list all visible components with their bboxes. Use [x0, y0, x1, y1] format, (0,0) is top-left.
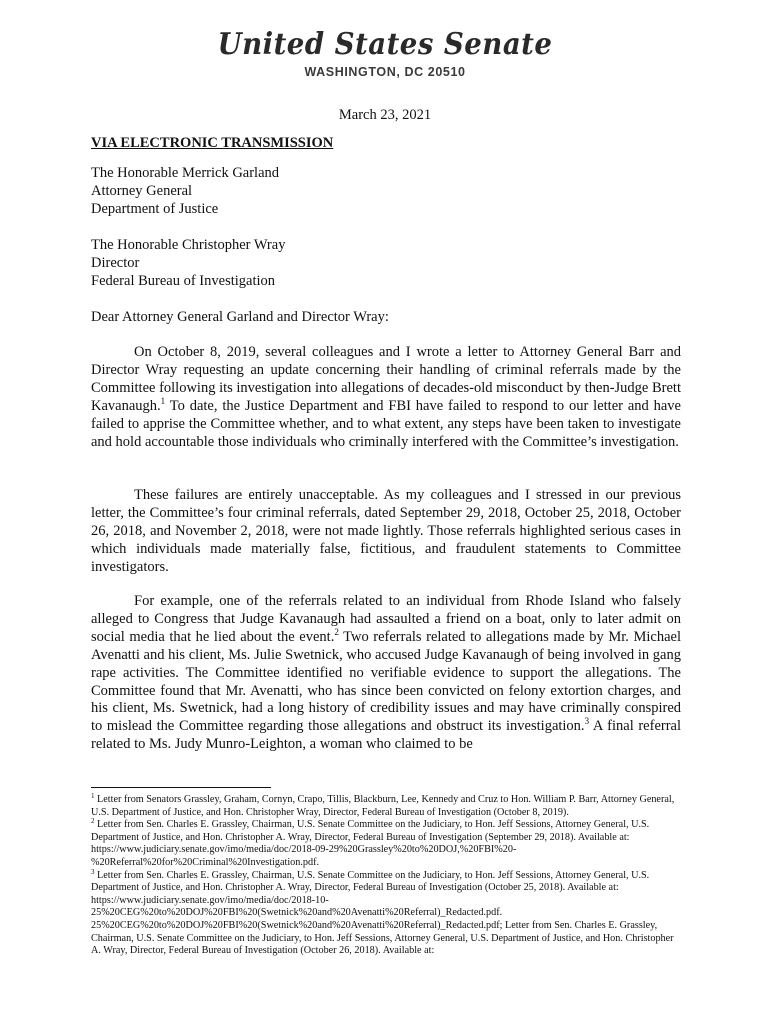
- footnote-ref-1: 1: [160, 395, 166, 406]
- paragraph-1-text-a: On October 8, 2019, several colleagues and I wrote a letter to Attorney General Barr and Director Wray requesting an update concerning their handling of criminal referrals made by the Committee following its investigation into allegations of decades-old misconduct by then-Judge Brett Kavanaugh.: [91, 344, 681, 414]
- footnote-1-text: Letter from Senators Grassley, Graham, Cornyn, Crapo, Tillis, Blackburn, Lee, Kennedy and Cruz to Hon. William P. Barr, Attorney General, U.S. Department of Justice, and Hon. Christopher Wray, Director, Federal Bureau of Investigation (October 8, 2019).: [91, 794, 675, 818]
- footnote-1: [91, 794, 681, 819]
- paragraph-3-text-a: For example, one of the referrals related to an individual from Rhode Island who falsely alleged to Congress that Judge Kavanaugh had assaulted a friend on a boat, only to later admit on social media that he lied about the event.: [91, 593, 681, 645]
- salutation: Dear Attorney General Garland and Director Wray:: [91, 309, 389, 325]
- footnote-3: [91, 867, 681, 958]
- recipient-block-2: [91, 236, 681, 290]
- paragraph-1-text-b: To date, the Justice Department and FBI have failed to respond to our letter and have failed to apprise the Committee whether, and to what extent, any steps have been taken to investigate and hold accountable those individuals who criminally interfered with the Committee’s investigation.: [91, 397, 681, 450]
- transmission-method: VIA ELECTRONIC TRANSMISSION: [91, 135, 334, 151]
- recipient-2-name: The Honorable Christopher Wray: [91, 237, 286, 253]
- footnote-3-text: Letter from Sen. Charles E. Grassley, Chairman, U.S. Senate Committee on the Judiciary, to Hon. Jeff Sessions, Attorney General, U.S. Department of Justice, and Hon. Christopher A. Wray, Director, Federal Bureau of Investigation (October 25, 2018). Available at: https://www.judiciary.senate.gov/imo/media/doc/2018-10-25%20CEG%20to%20DOJ%20FBI%20(Swetnick%20and%20Avenatti%20Referral)_Redacted.pdf. 25%20CEG%20to%20DOJ%20FBI%20(Swetnick%20and%20Avenatti%20Referral)_Redacted.pdf; Letter from Sen. Charles E. Grassley, Chairman, U.S. Senate Committee on the Judiciary, to Hon. Jeff Sessions, Attorney General, U.S. Department of Justice, and Hon. Christopher A. Wray, Director, Federal Bureau of Investigation (October 26, 2018). Available at:: [91, 869, 674, 957]
- recipient-2-title: Director: [91, 255, 140, 271]
- footnotes: [91, 794, 681, 958]
- recipient-block-1: [91, 164, 681, 218]
- letter-date: March 23, 2021: [338, 107, 432, 123]
- recipient-1-name: The Honorable Merrick Garland: [91, 165, 280, 181]
- footnote-2-text: Letter from Sen. Charles E. Grassley, Chairman, U.S. Senate Committee on the Judiciary, to Hon. Jeff Sessions, Attorney General, U.S. Department of Justice, and Hon. Christopher A. Wray, Director, Federal Bureau of Investigation (September 29, 2018). Available at: https://www.judiciary.senate.gov/imo/media/doc/2018-09-29%20Grassley%20to%20DOJ,%20FBI%20-%20Referral%20for%20Criminal%20Investigation.pdf.: [91, 819, 650, 868]
- paragraph-2: These failures are entirely unacceptable. As my colleagues and I stressed in our previous letter, the Committee’s four criminal referrals, dated September 29, 2018, October 25, 2018, October 26, 2018, and November 2, 2018, were not made lightly. Those referrals highlighted serious cases in which individuals made materially false, fictitious, and fraudulent statements to Committee investigators.: [91, 487, 681, 575]
- footnote-1-number: 1: [91, 792, 95, 800]
- recipient-1-title: Attorney General: [91, 183, 193, 199]
- footnote-divider: [91, 787, 271, 788]
- footnote-ref-3: 3: [584, 716, 590, 727]
- letterhead: [0, 28, 770, 80]
- footnote-2: [91, 819, 681, 869]
- recipient-2-org: Federal Bureau of Investigation: [91, 273, 276, 289]
- footnote-3-number: 3: [91, 867, 95, 876]
- letterhead-title: United States Senate: [217, 27, 553, 62]
- letterhead-address: WASHINGTON, DC 20510: [304, 65, 466, 79]
- recipient-1-org: Department of Justice: [91, 201, 219, 217]
- footnote-2-number: 2: [91, 817, 95, 826]
- paragraph-1: [91, 344, 681, 451]
- paragraph-3-text-c: A final referral related to Ms. Judy Munro-Leighton, a woman who claimed to be: [91, 718, 682, 753]
- paragraph-3-text-b: Two referrals related to allegations made by Mr. Michael Avenatti and his client, Ms. Julie Swetnick, who accused Judge Kavanaugh of being involved in gang rape activities. The Committee identified no verifiable evidence to support the allegations. The Committee found that Mr. Avenatti, who has since been convicted on felony extortion charges, and his client, Ms. Swetnick, had a long history of credibility issues and may have criminally conspired to mislead the Committee regarding those allegations and obstruct its investigation.: [91, 628, 681, 735]
- paragraph-3: [91, 593, 681, 754]
- footnote-ref-2: 2: [334, 626, 339, 637]
